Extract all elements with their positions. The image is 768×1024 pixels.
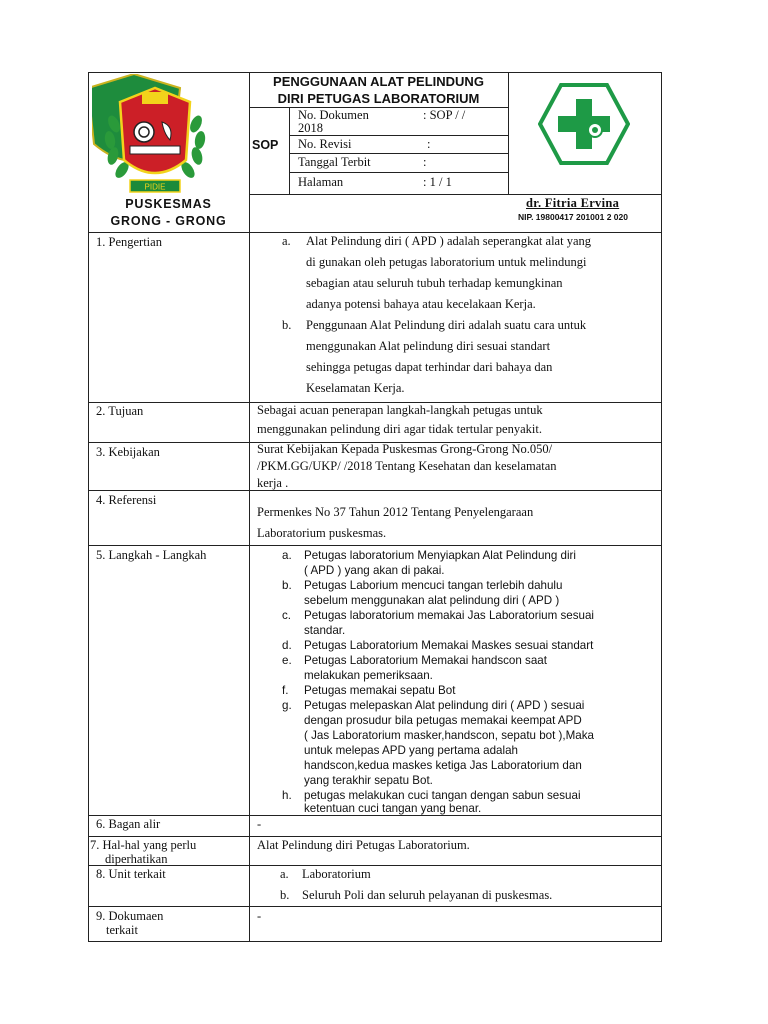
page-label: Halaman [298, 175, 344, 189]
header-divider [249, 194, 662, 195]
langkah-h-marker: h. [282, 789, 292, 802]
langkah-line: dengan prosudur bila petugas memakai keempat APD [304, 714, 582, 727]
title-divider [249, 107, 508, 108]
section-hal-hal-label-2: diperhatikan [105, 852, 168, 866]
row-divider-6 [88, 836, 662, 837]
revision-label: No. Revisi [298, 137, 352, 151]
pengertian-a-line: Alat Pelindung diri ( APD ) adalah seperangkat alat yang [306, 234, 591, 248]
pengertian-b-line: sehingga petugas dapat terhindar dari bahaya dan [306, 360, 553, 374]
pengertian-b-line: Penggunaan Alat Pelindung diri adalah suatu cara untuk [306, 318, 587, 332]
langkah-a-marker: a. [282, 549, 292, 562]
revision-value: : [427, 137, 431, 151]
langkah-g-marker: g. [282, 699, 292, 712]
table-bottom-border [88, 941, 662, 942]
row-divider-7 [88, 865, 662, 866]
pengertian-a-line: di gunakan oleh petugas laboratorium untuk melindungi [306, 255, 587, 269]
section-dokumen-label-2: terkait [106, 923, 138, 937]
info-divider-2 [289, 153, 508, 154]
section-referensi-label: 4. Referensi [96, 493, 157, 507]
pengertian-a-line: sebagian atau seluruh tubuh terhadap kemungkinan [306, 276, 563, 290]
langkah-line: Petugas Laboratorium Memakai Maskes sesuai standart [304, 639, 594, 652]
tujuan-line: menggunakan pelindung diri agar tidak tertular penyakit. [257, 422, 542, 436]
section-hal-hal-label-1: 7. Hal-hal yang perlu [90, 838, 197, 852]
pengertian-b-marker: b. [282, 318, 292, 332]
langkah-line: Petugas laboratorium memakai Jas Laboratorium sesuai [304, 609, 594, 622]
langkah-f-marker: f. [282, 684, 289, 697]
langkah-line: Petugas Laborium mencuci tangan terlebih dahulu [304, 579, 563, 592]
kebijakan-line: Surat Kebijakan Kepada Puskesmas Grong-Grong No.050/ [257, 442, 553, 456]
unit-a-text: Laboratorium [302, 867, 371, 881]
doc-no-label: No. Dokumen [298, 108, 369, 122]
pengertian-b-line: Keselamatan Kerja. [306, 381, 405, 395]
langkah-line: Petugas Laboratorium Memakai handscon saat [304, 654, 547, 667]
section-dokumen-label-1: 9. Dokumaen [96, 909, 164, 923]
langkah-line: Petugas laboratorium Menyiapkan Alat Pelindung diri [304, 549, 576, 562]
puskesmas-cross-logo [538, 83, 630, 165]
langkah-line: ( Jas Laboratorium masker,handscon, sepatu bot ),Maka [304, 729, 594, 742]
table-right-border [661, 72, 662, 942]
section-unit-terkait-label: 8. Unit terkait [96, 867, 166, 881]
title-line-1: PENGGUNAAN ALAT PELINDUNG [273, 74, 484, 89]
bagan-alir-value: - [257, 817, 262, 831]
logo-banner-text: PIDIE [144, 182, 166, 192]
doc-no-year: 2018 [298, 121, 323, 135]
langkah-line: sebelum menggunakan alat pelindung diri ( APD ) [304, 594, 560, 607]
unit-a-marker: a. [280, 867, 289, 881]
langkah-line: yang terakhir sepatu Bot. [304, 774, 433, 787]
document-title [249, 73, 508, 107]
kebijakan-line: /PKM.GG/UKP/ /2018 Tentang Kesehatan dan keselamatan [257, 459, 557, 473]
dokumen-value: - [257, 909, 262, 923]
org-name-line1: PUSKESMAS [125, 197, 212, 211]
org-name-line2: GRONG - GRONG [110, 214, 227, 228]
langkah-line: Petugas memakai sepatu Bot [304, 684, 456, 697]
hal-hal-value: Alat Pelindung diri Petugas Laboratorium. [257, 838, 470, 852]
pengertian-a-marker: a. [282, 234, 291, 248]
langkah-d-marker: d. [282, 639, 292, 652]
langkah-line: standar. [304, 624, 346, 637]
date-label: Tanggal Terbit [298, 155, 371, 169]
info-divider-3 [289, 172, 508, 173]
signer-nip: NIP. 19800417 201001 2 020 [518, 212, 628, 222]
langkah-line: untuk melepas APD yang pertama adalah [304, 744, 518, 757]
langkah-b-marker: b. [282, 579, 292, 592]
pidie-regency-logo [92, 74, 218, 198]
langkah-line: melakukan pemeriksaan. [304, 669, 433, 682]
doc-no-value: : SOP / / [423, 108, 466, 122]
title-line-2: DIRI PETUGAS LABORATORIUM [277, 91, 480, 106]
logo-column-divider [508, 72, 509, 194]
section-langkah-label: 5. Langkah - Langkah [96, 548, 207, 562]
langkah-c-marker: c. [282, 609, 292, 622]
date-value: : [423, 155, 427, 169]
unit-b-marker: b. [280, 888, 290, 902]
row-divider-4 [88, 545, 662, 546]
pengertian-b-line: menggunakan Alat pelindung diri sesuai standart [306, 339, 551, 353]
section-tujuan-label: 2. Tujuan [96, 404, 144, 418]
section-bagan-alir-label: 6. Bagan alir [96, 817, 161, 831]
referensi-line: Laboratorium puskesmas. [257, 526, 387, 540]
langkah-e-marker: e. [282, 654, 292, 667]
langkah-line: Petugas melepaskan Alat pelindung diri ( APD ) sesuai [304, 699, 585, 712]
pengertian-a-line: adanya potensi bahaya atau kecelakaan Kerja. [306, 297, 536, 311]
unit-b-text: Seluruh Poli dan seluruh pelayanan di puskesmas. [302, 888, 553, 902]
label-column-divider [249, 72, 250, 942]
row-divider-8 [88, 906, 662, 907]
section-kebijakan-label: 3. Kebijakan [96, 445, 160, 459]
tujuan-line: Sebagai acuan penerapan langkah-langkah petugas untuk [257, 403, 543, 417]
kebijakan-line: kerja . [257, 476, 289, 490]
row-divider-3 [88, 490, 662, 491]
langkah-line: ( APD ) yang akan di pakai. [304, 564, 445, 577]
langkah-line: ketentuan cuci tangan yang benar. [304, 802, 482, 815]
signer-name: dr. Fitria Ervina [526, 196, 620, 210]
page-value: : 1 / 1 [423, 175, 452, 189]
sop-column-divider [289, 107, 290, 194]
langkah-line: handscon,kedua maskes ketiga Jas Laboratorium dan [304, 759, 582, 772]
sop-label: SOP [252, 138, 279, 152]
referensi-line: Permenkes No 37 Tahun 2012 Tentang Penyelengaraan [257, 505, 534, 519]
langkah-line: petugas melakukan cuci tangan dengan sabun sesuai [304, 789, 581, 802]
org-name [88, 196, 249, 230]
section-pengertian-label: 1. Pengertian [96, 235, 162, 249]
